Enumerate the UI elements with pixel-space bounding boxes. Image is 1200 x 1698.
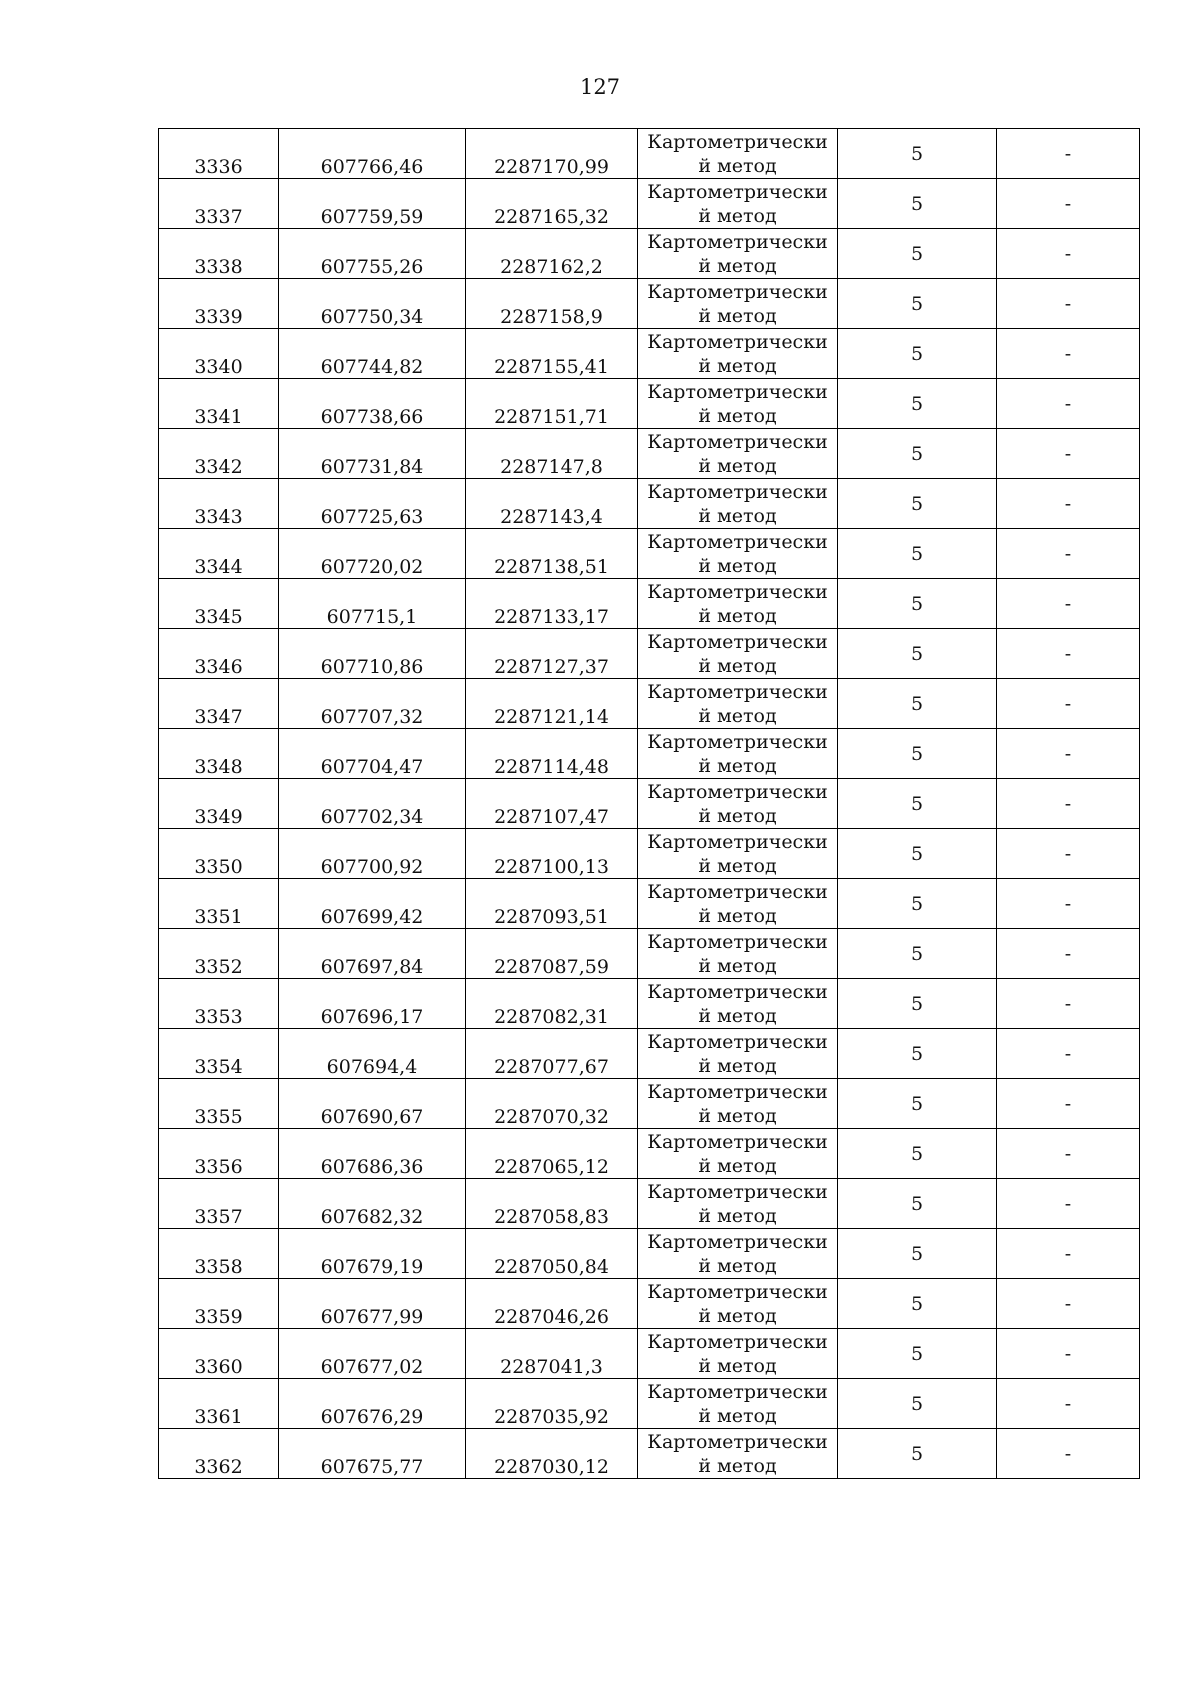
point-number-cell: 3346 <box>159 629 279 679</box>
x-coordinate-cell: 607738,66 <box>279 379 466 429</box>
method-cell <box>638 629 838 679</box>
y-coordinate-cell: 2287158,9 <box>466 279 638 329</box>
x-coordinate-cell: 607720,02 <box>279 529 466 579</box>
method-cell <box>638 679 838 729</box>
note-cell: - <box>997 729 1140 779</box>
point-number-cell: 3344 <box>159 529 279 579</box>
y-coordinate-cell: 2287050,84 <box>466 1229 638 1279</box>
y-coordinate-cell: 2287143,4 <box>466 479 638 529</box>
x-coordinate-cell: 607677,02 <box>279 1329 466 1379</box>
accuracy-cell: 5 <box>838 279 997 329</box>
method-line-1: Картометрически <box>647 880 828 903</box>
method-line-2: й метод <box>698 754 777 777</box>
method-cell <box>638 279 838 329</box>
accuracy-cell: 5 <box>838 529 997 579</box>
method-line-2: й метод <box>698 1354 777 1377</box>
method-line-2: й метод <box>698 1404 777 1427</box>
method-line-1: Картометрически <box>647 230 828 253</box>
note-cell: - <box>997 779 1140 829</box>
y-coordinate-cell: 2287138,51 <box>466 529 638 579</box>
table-row <box>159 1029 1140 1079</box>
accuracy-cell: 5 <box>838 129 997 179</box>
table-row <box>159 1379 1140 1429</box>
method-line-1: Картометрически <box>647 530 828 553</box>
note-cell: - <box>997 179 1140 229</box>
accuracy-cell: 5 <box>838 879 997 929</box>
note-cell: - <box>997 329 1140 379</box>
point-number-cell: 3360 <box>159 1329 279 1379</box>
method-line-1: Картометрически <box>647 1130 828 1153</box>
table-row <box>159 229 1140 279</box>
method-line-1: Картометрически <box>647 1230 828 1253</box>
x-coordinate-cell: 607675,77 <box>279 1429 466 1479</box>
y-coordinate-cell: 2287147,8 <box>466 429 638 479</box>
point-number-cell: 3362 <box>159 1429 279 1479</box>
method-line-2: й метод <box>698 1154 777 1177</box>
method-cell <box>638 1379 838 1429</box>
y-coordinate-cell: 2287107,47 <box>466 779 638 829</box>
method-cell <box>638 1429 838 1479</box>
table-row <box>159 379 1140 429</box>
accuracy-cell: 5 <box>838 179 997 229</box>
y-coordinate-cell: 2287065,12 <box>466 1129 638 1179</box>
method-cell <box>638 529 838 579</box>
method-line-1: Картометрически <box>647 280 828 303</box>
method-cell <box>638 1029 838 1079</box>
point-number-cell: 3350 <box>159 829 279 879</box>
point-number-cell: 3352 <box>159 929 279 979</box>
method-cell <box>638 129 838 179</box>
table-row <box>159 1279 1140 1329</box>
point-number-cell: 3349 <box>159 779 279 829</box>
note-cell: - <box>997 1429 1140 1479</box>
x-coordinate-cell: 607700,92 <box>279 829 466 879</box>
accuracy-cell: 5 <box>838 429 997 479</box>
x-coordinate-cell: 607750,34 <box>279 279 466 329</box>
method-line-1: Картометрически <box>647 1380 828 1403</box>
y-coordinate-cell: 2287041,3 <box>466 1329 638 1379</box>
table-row <box>159 879 1140 929</box>
table-row <box>159 479 1140 529</box>
method-line-2: й метод <box>698 1004 777 1027</box>
table-row <box>159 179 1140 229</box>
y-coordinate-cell: 2287082,31 <box>466 979 638 1029</box>
method-line-2: й метод <box>698 454 777 477</box>
x-coordinate-cell: 607679,19 <box>279 1229 466 1279</box>
method-line-2: й метод <box>698 504 777 527</box>
point-number-cell: 3336 <box>159 129 279 179</box>
method-cell <box>638 1079 838 1129</box>
method-line-1: Картометрически <box>647 1080 828 1103</box>
note-cell: - <box>997 629 1140 679</box>
accuracy-cell: 5 <box>838 929 997 979</box>
point-number-cell: 3359 <box>159 1279 279 1329</box>
note-cell: - <box>997 429 1140 479</box>
note-cell: - <box>997 579 1140 629</box>
method-line-1: Картометрически <box>647 680 828 703</box>
x-coordinate-cell: 607744,82 <box>279 329 466 379</box>
y-coordinate-cell: 2287030,12 <box>466 1429 638 1479</box>
table-row <box>159 679 1140 729</box>
y-coordinate-cell: 2287170,99 <box>466 129 638 179</box>
method-cell <box>638 329 838 379</box>
accuracy-cell: 5 <box>838 479 997 529</box>
point-number-cell: 3351 <box>159 879 279 929</box>
point-number-cell: 3348 <box>159 729 279 779</box>
method-line-1: Картометрически <box>647 730 828 753</box>
accuracy-cell: 5 <box>838 779 997 829</box>
accuracy-cell: 5 <box>838 679 997 729</box>
method-line-2: й метод <box>698 1454 777 1477</box>
table-row <box>159 279 1140 329</box>
note-cell: - <box>997 279 1140 329</box>
accuracy-cell: 5 <box>838 1329 997 1379</box>
method-cell <box>638 179 838 229</box>
method-line-1: Картометрически <box>647 1180 828 1203</box>
method-line-1: Картометрически <box>647 480 828 503</box>
method-line-2: й метод <box>698 704 777 727</box>
note-cell: - <box>997 1279 1140 1329</box>
method-cell <box>638 479 838 529</box>
method-cell <box>638 829 838 879</box>
method-line-2: й метод <box>698 254 777 277</box>
y-coordinate-cell: 2287046,26 <box>466 1279 638 1329</box>
table-row <box>159 1179 1140 1229</box>
note-cell: - <box>997 679 1140 729</box>
table-row <box>159 729 1140 779</box>
x-coordinate-cell: 607725,63 <box>279 479 466 529</box>
note-cell: - <box>997 1329 1140 1379</box>
point-number-cell: 3347 <box>159 679 279 729</box>
table-row <box>159 629 1140 679</box>
note-cell: - <box>997 929 1140 979</box>
table-row <box>159 579 1140 629</box>
x-coordinate-cell: 607694,4 <box>279 1029 466 1079</box>
method-line-1: Картометрически <box>647 1430 828 1453</box>
x-coordinate-cell: 607766,46 <box>279 129 466 179</box>
point-number-cell: 3345 <box>159 579 279 629</box>
accuracy-cell: 5 <box>838 1229 997 1279</box>
x-coordinate-cell: 607702,34 <box>279 779 466 829</box>
note-cell: - <box>997 379 1140 429</box>
point-number-cell: 3353 <box>159 979 279 1029</box>
y-coordinate-cell: 2287162,2 <box>466 229 638 279</box>
method-cell <box>638 729 838 779</box>
point-number-cell: 3358 <box>159 1229 279 1279</box>
point-number-cell: 3340 <box>159 329 279 379</box>
method-line-2: й метод <box>698 1204 777 1227</box>
y-coordinate-cell: 2287151,71 <box>466 379 638 429</box>
accuracy-cell: 5 <box>838 1029 997 1079</box>
note-cell: - <box>997 829 1140 879</box>
method-line-1: Картометрически <box>647 930 828 953</box>
y-coordinate-cell: 2287114,48 <box>466 729 638 779</box>
method-line-2: й метод <box>698 654 777 677</box>
point-number-cell: 3354 <box>159 1029 279 1079</box>
method-cell <box>638 429 838 479</box>
point-number-cell: 3355 <box>159 1079 279 1129</box>
x-coordinate-cell: 607676,29 <box>279 1379 466 1429</box>
y-coordinate-cell: 2287100,13 <box>466 829 638 879</box>
x-coordinate-cell: 607699,42 <box>279 879 466 929</box>
point-number-cell: 3361 <box>159 1379 279 1429</box>
y-coordinate-cell: 2287093,51 <box>466 879 638 929</box>
accuracy-cell: 5 <box>838 1079 997 1129</box>
method-line-2: й метод <box>698 1254 777 1277</box>
method-line-1: Картометрически <box>647 1330 828 1353</box>
note-cell: - <box>997 529 1140 579</box>
method-line-1: Картометрически <box>647 980 828 1003</box>
y-coordinate-cell: 2287127,37 <box>466 629 638 679</box>
method-line-1: Картометрически <box>647 830 828 853</box>
method-cell <box>638 929 838 979</box>
table-row <box>159 129 1140 179</box>
point-number-cell: 3342 <box>159 429 279 479</box>
y-coordinate-cell: 2287133,17 <box>466 579 638 629</box>
note-cell: - <box>997 1179 1140 1229</box>
table-row <box>159 829 1140 879</box>
table-row <box>159 779 1140 829</box>
x-coordinate-cell: 607686,36 <box>279 1129 466 1179</box>
point-number-cell: 3339 <box>159 279 279 329</box>
x-coordinate-cell: 607697,84 <box>279 929 466 979</box>
method-line-2: й метод <box>698 1054 777 1077</box>
method-line-1: Картометрически <box>647 430 828 453</box>
method-cell <box>638 1279 838 1329</box>
point-number-cell: 3356 <box>159 1129 279 1179</box>
method-line-1: Картометрически <box>647 180 828 203</box>
y-coordinate-cell: 2287058,83 <box>466 1179 638 1229</box>
y-coordinate-cell: 2287155,41 <box>466 329 638 379</box>
point-number-cell: 3337 <box>159 179 279 229</box>
x-coordinate-cell: 607759,59 <box>279 179 466 229</box>
method-line-1: Картометрически <box>647 780 828 803</box>
method-line-1: Картометрически <box>647 330 828 353</box>
table-row <box>159 1129 1140 1179</box>
y-coordinate-cell: 2287121,14 <box>466 679 638 729</box>
method-cell <box>638 779 838 829</box>
page-number: 127 <box>579 75 621 99</box>
method-cell <box>638 1229 838 1279</box>
x-coordinate-cell: 607710,86 <box>279 629 466 679</box>
accuracy-cell: 5 <box>838 1129 997 1179</box>
x-coordinate-cell: 607696,17 <box>279 979 466 1029</box>
method-line-2: й метод <box>698 954 777 977</box>
method-line-2: й метод <box>698 604 777 627</box>
x-coordinate-cell: 607715,1 <box>279 579 466 629</box>
method-line-1: Картометрически <box>647 1030 828 1053</box>
method-cell <box>638 1329 838 1379</box>
accuracy-cell: 5 <box>838 379 997 429</box>
method-cell <box>638 1179 838 1229</box>
method-line-2: й метод <box>698 554 777 577</box>
method-line-1: Картометрически <box>647 630 828 653</box>
method-line-2: й метод <box>698 804 777 827</box>
table-row <box>159 929 1140 979</box>
x-coordinate-cell: 607677,99 <box>279 1279 466 1329</box>
y-coordinate-cell: 2287070,32 <box>466 1079 638 1129</box>
method-cell <box>638 579 838 629</box>
y-coordinate-cell: 2287087,59 <box>466 929 638 979</box>
method-cell <box>638 1129 838 1179</box>
method-cell <box>638 879 838 929</box>
method-line-2: й метод <box>698 204 777 227</box>
method-line-1: Картометрически <box>647 380 828 403</box>
x-coordinate-cell: 607755,26 <box>279 229 466 279</box>
method-line-1: Картометрически <box>647 130 828 153</box>
table-row <box>159 979 1140 1029</box>
note-cell: - <box>997 129 1140 179</box>
x-coordinate-cell: 607707,32 <box>279 679 466 729</box>
accuracy-cell: 5 <box>838 229 997 279</box>
note-cell: - <box>997 1229 1140 1279</box>
accuracy-cell: 5 <box>838 629 997 679</box>
accuracy-cell: 5 <box>838 329 997 379</box>
method-line-1: Картометрически <box>647 1280 828 1303</box>
note-cell: - <box>997 1129 1140 1179</box>
method-line-2: й метод <box>698 354 777 377</box>
note-cell: - <box>997 479 1140 529</box>
table-row <box>159 1229 1140 1279</box>
method-cell <box>638 229 838 279</box>
x-coordinate-cell: 607704,47 <box>279 729 466 779</box>
note-cell: - <box>997 879 1140 929</box>
accuracy-cell: 5 <box>838 1429 997 1479</box>
accuracy-cell: 5 <box>838 729 997 779</box>
accuracy-cell: 5 <box>838 1279 997 1329</box>
y-coordinate-cell: 2287035,92 <box>466 1379 638 1429</box>
method-line-2: й метод <box>698 154 777 177</box>
y-coordinate-cell: 2287165,32 <box>466 179 638 229</box>
method-cell <box>638 979 838 1029</box>
method-line-2: й метод <box>698 304 777 327</box>
method-line-2: й метод <box>698 904 777 927</box>
x-coordinate-cell: 607690,67 <box>279 1079 466 1129</box>
x-coordinate-cell: 607731,84 <box>279 429 466 479</box>
accuracy-cell: 5 <box>838 1179 997 1229</box>
point-number-cell: 3343 <box>159 479 279 529</box>
accuracy-cell: 5 <box>838 579 997 629</box>
method-line-2: й метод <box>698 854 777 877</box>
method-line-2: й метод <box>698 1104 777 1127</box>
table-row <box>159 529 1140 579</box>
coordinates-table <box>158 128 1140 1479</box>
note-cell: - <box>997 229 1140 279</box>
method-line-2: й метод <box>698 1304 777 1327</box>
accuracy-cell: 5 <box>838 829 997 879</box>
point-number-cell: 3338 <box>159 229 279 279</box>
table-row <box>159 429 1140 479</box>
table-row <box>159 1329 1140 1379</box>
accuracy-cell: 5 <box>838 1379 997 1429</box>
accuracy-cell: 5 <box>838 979 997 1029</box>
point-number-cell: 3357 <box>159 1179 279 1229</box>
method-line-1: Картометрически <box>647 580 828 603</box>
point-number-cell: 3341 <box>159 379 279 429</box>
note-cell: - <box>997 979 1140 1029</box>
note-cell: - <box>997 1379 1140 1429</box>
method-line-2: й метод <box>698 404 777 427</box>
method-cell <box>638 379 838 429</box>
table-row <box>159 1079 1140 1129</box>
y-coordinate-cell: 2287077,67 <box>466 1029 638 1079</box>
table-row <box>159 1429 1140 1479</box>
table-row <box>159 329 1140 379</box>
note-cell: - <box>997 1079 1140 1129</box>
note-cell: - <box>997 1029 1140 1079</box>
coordinates-table-body <box>159 129 1140 1479</box>
x-coordinate-cell: 607682,32 <box>279 1179 466 1229</box>
